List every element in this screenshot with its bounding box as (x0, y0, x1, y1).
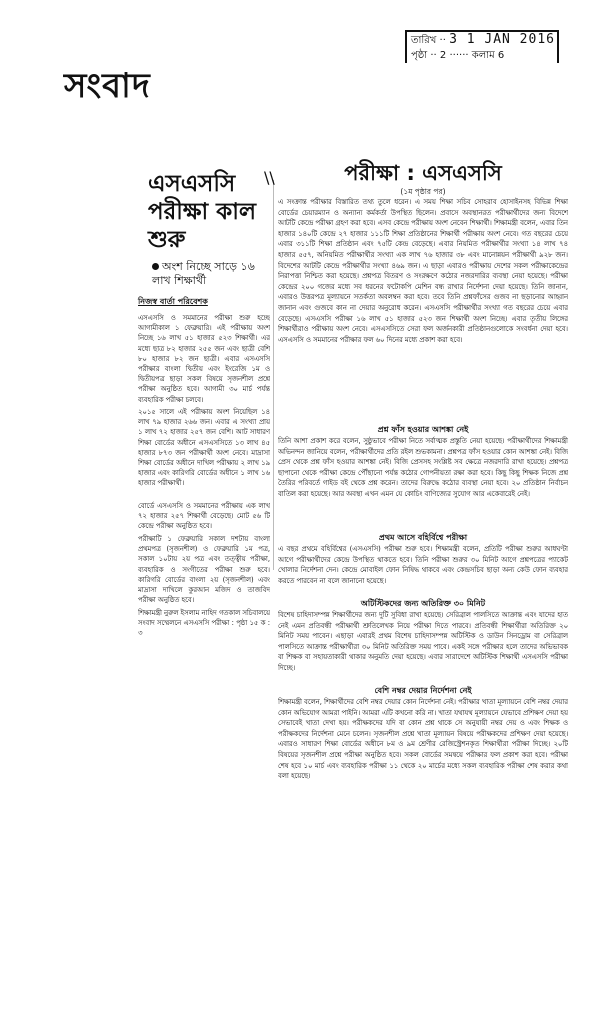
left-paragraph: শিক্ষামন্ত্রী নুরুল ইসলাম নাহিদ গতকাল সচিবালয়ে সংবাদ সম্মেলনে এসএসসি পরীক্ষা : পৃষ্ঠা ১৫ ক : ৩ (138, 609, 270, 638)
stamp-date-row: তারিখ ·· 3 1 JAN 2016 (411, 32, 555, 47)
left-paragraph: এসএসসি ও সমমানের পরীক্ষা শুরু হচ্ছে আগামীকাল ১ ফেব্রুয়ারি। এই পরীক্ষায় অংশ নিচ্ছে ১৬ লাখ ৫১ হাজার ৫২৩ শিক্ষার্থী। এর মধ্যে ছাত্র ৮২ হাজার ২৫৫ জন এবং ছাত্রী বেশি ৮০ হাজার ৮২ জন ছাত্রী। এবার এসএসসি পরীক্ষার বাংলা দ্বিতীয় এবং ইংরেজি ১ম ও দ্বিতীয়পত্র ছাড়া সকল বিষয়ে সৃজনশীল প্রশ্নে পরীক্ষা অনুষ্ঠিত হবে। আগামী ৩০ মার্চ পর্যন্ত ব্যবহারিক পরীক্ষা চলবে। (138, 314, 270, 404)
left-headline: এসএসসি পরীক্ষা কাল শুরু (148, 171, 257, 253)
left-paragraph: ২০১৫ সালে এই পরীক্ষায় অংশ নিয়েছিল ১৪ লাখ ৭৯ হাজার ২৬৬ জন। এবার এ সংখ্যা প্রায় ১ লাখ ৭২ হাজার ২৫৭ জন বেশি। আট সাধারণ শিক্ষা বোর্ডের অধীনে এসএসসিতে ১৩ লাখ ৪৫ হাজার ৮৭৩ জন পরীক্ষার্থী অংশ নেবে। মাদ্রাসা শিক্ষা বোর্ডের অধীনে দাখিল পরীক্ষায় ২ লাখ ১৯ হাজার এবং কারিগরি বোর্ডের অধীনে ১ লাখ ১৬ হাজার পরীক্ষার্থী। (138, 408, 270, 488)
stamp-column-label: কলাম (471, 50, 495, 61)
continuation-note: (১ম পৃষ্ঠার পর) (400, 187, 446, 196)
archive-date-stamp (405, 30, 559, 63)
stamp-page-label: পৃষ্ঠা (411, 50, 428, 61)
section-heading: প্রথম আসে বহির্বিশ্বে পরীক্ষা (378, 533, 468, 542)
stamp-date-label: তারিখ (411, 35, 437, 46)
article-paragraph: এ সংক্রান্ত পরীক্ষার বিস্তারিত তথ্য তুলে ধরেন। এ সময় শিক্ষা সচিব সোহরাব হোসাইনসহ বিভিন্ন শিক্ষা বোর্ডের চেয়ারম্যান ও অন্যান্য কর্মকর্তা উপস্থিত ছিলেন। প্রবাসে অবস্থানরত পরীক্ষার্থীদের জন্য বিদেশে আটটি কেন্দ্রে পরীক্ষা গ্রহণ করা হবে। এসব কেন্দ্রে পরীক্ষায় অংশ নেবেন শিক্ষার্থী। শিক্ষামন্ত্রী বলেন, এবার তিন হাজার ১৪০টি কেন্দ্রে ২৭ হাজার ১১১টি শিক্ষা প্রতিষ্ঠানের শিক্ষার্থী পরীক্ষায় অংশ নেবে। গত বছরের চেয়ে এবার ৩১১টি শিক্ষা প্রতিষ্ঠান এবং ৭৫টি কেন্দ্র বেড়েছে। এবার নিয়মিত পরীক্ষার্থীর সংখ্যা ১৪ লাখ ৭৪ হাজার ৫৫৭, অনিয়মিত পরীক্ষার্থীর সংখ্যা এক লাখ ৭৬ হাজার ৩৮ এবং মানোন্নয়ন পরীক্ষার্থী ৯২৮ জন। বিদেশের আটটি কেন্দ্রে পরীক্ষার্থীর সংখ্যা ৪৬৯ জন। এ ছাড়া এবারও পরীক্ষায় দেশের সকল পরীক্ষাকেন্দ্রের নিরাপত্তা নিশ্চিত করা হয়েছে। প্রশ্নপত্র বিতরণ ও সংরক্ষণে কঠোর নজরদারির ব্যবস্থা নেয়া হয়েছে। পরীক্ষা কেন্দ্রের ২০০ গজের মধ্যে সব ধরনের ফটোকপি মেশিন বন্ধ রাখার নির্দেশনা দেয়া হয়েছে। তিনি জানান, এবারও উত্তরপত্র মূল্যায়নে সতর্কতা অবলম্বন করা হবে। তবে তিনি প্রশ্নফাঁসের গুজব না ছড়ানোর আহ্বান জানান এবং গুজবে কান না দেয়ার অনুরোধ করেন। এসএসসি পরীক্ষার্থীর সংখ্যা গত বছরের চেয়ে এবার বেড়েছে। এসএসসি পরীক্ষা ১৬ লাখ ৫১ হাজার ৫২৩ জন শিক্ষার্থী অংশ নিচ্ছে। এবার তৃতীয় লিঙ্গের শিক্ষার্থীরাও পরীক্ষায় অংশ নেবে। এসএসসিতে সেরা ফল অর্জনকারী প্রতিষ্ঠানগুলোকে সংবর্ধনা দেয়া হবে। এসএসসি ও সমমানের পরীক্ষার ফল ৬০ দিনের মধ্যে প্রকাশ করা হবে। (278, 198, 568, 344)
section-heading: প্রশ্ন ফাঁস হওয়ার আশঙ্কা নেই (377, 425, 469, 434)
stamp-date-value: 3 1 JAN 2016 (449, 32, 555, 47)
byline: নিজস্ব বার্তা পরিবেশক (138, 297, 208, 306)
stamp-page-row: পৃষ্ঠা ·· 2 ······ কলাম 6 (411, 50, 505, 61)
article-paragraph: শিক্ষামন্ত্রী বলেন, শিক্ষার্থীদের বেশি নম্বর দেয়ার কোন নির্দেশনা নেই। পরীক্ষার খাতা মূল্যায়নে বেশি নম্বর দেয়ার কোন অভিযোগ আমরা পাইনি। আমরা এটি কখনো করি না। খাতা যথাযথ মূল্যায়নে যেভাবে প্রশিক্ষণ দেয়া হয় সেভাবেই খাতা দেখা হয়। পরীক্ষকদের যদি বা কোন প্রশ্ন থাকে সে অনুযায়ী নম্বর দেয় ও এবং শিক্ষক ও পরীক্ষকদের নির্দেশনা মেনে চলেন। সৃজনশীল প্রশ্নে খাতা মূল্যায়ন বিষয়ে পরীক্ষকদের প্রশিক্ষণ দেয়া হয়েছে। এবারও সাধারণ শিক্ষা বোর্ডের অধীনে ৮ম ও ৯ম শ্রেণীর রেজিস্ট্রেশনকৃত শিক্ষার্থীরা পরীক্ষা দিচ্ছে। ২০টি বিষয়ের সৃজনশীল প্রশ্নে পরীক্ষা অনুষ্ঠিত হবে। সকল বোর্ডের সমন্বয়ে পরীক্ষার ফল প্রকাশ করা হবে। পরীক্ষা শেষ হবে ১০ মার্চ এবং ব্যবহারিক পরীক্ষা ১১ থেকে ২০ মার্চের মধ্যে সকল ব্যবহারিক পরীক্ষা শেষ করার কথা বলা হয়েছে। (278, 698, 568, 781)
column-divider (273, 180, 274, 570)
left-paragraph: পরীক্ষাটি ১ ফেব্রুয়ারি সকাল দশটায় বাংলা প্রথমপত্র (সৃজনশীল) ও ফেব্রুয়ারি ১ম পত্র, সকাল ১০টায় ২য় পত্র এবং তত্ত্বীয় পরীক্ষা, ব্যবহারিক ও সংগীতের পরীক্ষা শুরু হবে। কারিগরি বোর্ডের বাংলা ২য় (সৃজনশীল) এবং মাদ্রাসা দাখিলে কুরআন মজিদ ও তাজবিদ পরীক্ষা অনুষ্ঠিত হবে। (138, 535, 270, 605)
stamp-column-value: 6 (497, 50, 505, 61)
decorative-slashes: \\ (264, 168, 275, 187)
newspaper-masthead: সংবাদ (64, 66, 151, 106)
section-heading: বেশি নম্বর দেয়ার নির্দেশনা নেই (374, 686, 472, 695)
left-paragraph: বোর্ডে এসএসসি ও সমমানের পরীক্ষায় এক লাখ ৭২ হাজার ২৫৭ শিক্ষার্থী বেড়েছে। মোট ৫৬ টি কেন্দ্রে পরীক্ষা অনুষ্ঠিত হবে। (138, 502, 270, 531)
article-paragraph: বিশেষ চাহিদাসম্পন্ন শিক্ষার্থীদের জন্য দুটি সুবিধা রাখা হয়েছে। সেরিব্রাল পালসিতে আক্রান্ত এবং যাদের হাত নেই এমন প্রতিবন্ধী পরীক্ষার্থী শ্রুতিলেখক নিয়ে পরীক্ষা দিতে পারবে। প্রতিবন্ধী শিক্ষার্থীরা অতিরিক্ত ২০ মিনিট সময় পাবেন। এছাড়া এবারই প্রথম বিশেষ চাহিদাসম্পন্ন অটিস্টিক ও ডাউন সিনড্রোম বা সেরিব্রাল পালসিতে আক্রান্ত পরীক্ষার্থীরা ৩০ মিনিট অতিরিক্ত সময় পাবে। একই সঙ্গে পরীক্ষার হলে তাদের অভিভাবক বা শিক্ষক বা সহায়তাকারী থাকার অনুমতি দেয়া হয়েছে। এবার সারাদেশে অটিস্টিক শিক্ষার্থী এসএসসি পরীক্ষা দিচ্ছে। (278, 611, 568, 672)
article-paragraph: তিনি আশা প্রকাশ করে বলেন, সুষ্ঠুভাবে পরীক্ষা নিতে সর্বাত্মক প্রস্তুতি নেয়া হয়েছে। পরীক্ষার্থীদের শিক্ষামন্ত্রী অভিনন্দন জানিয়ে বলেন, পরীক্ষার্থীদের প্রতি রইল শুভকামনা। প্রশ্নপত্র ফাঁস হওয়ার কোন আশঙ্কা নেই। বিজি প্রেস থেকে প্রশ্ন ফাঁস হওয়ার আশঙ্কা নেই। বিজি প্রেসসহ সংশ্লিষ্ট সব ক্ষেত্রে নজরদারি রাখা হয়েছে। প্রশ্নপত্র ছাপানো থেকে পরীক্ষা কেন্দ্রে পৌঁছানো পর্যন্ত কঠোর গোপনীয়তা রক্ষা করা হবে। কিছু কিছু শিক্ষক নিজে প্রশ্ন তৈরির পরিবর্তে গাইড বই থেকে প্রশ্ন করেন। তাদের বিরুদ্ধে কঠোর ব্যবস্থা নেয়া হবে। ২০ প্রতিষ্ঠান নির্বাচন বাতিল করা হয়েছে। আর অবস্থা এখন এমন যে কোচিং বাণিজ্যের সুযোগ আর একেবারেই নেই। (278, 437, 568, 498)
stamp-page-value: 2 (439, 50, 447, 61)
right-headline: পরীক্ষা : এসএসসি (344, 161, 502, 185)
bullet-icon (152, 263, 159, 270)
right-article (278, 160, 568, 835)
left-subheadline-text: অংশ নিচ্ছে সাড়ে ১৬ লাখ শিক্ষার্থী (152, 260, 255, 287)
article-paragraph: এ বছর প্রথমে বহির্বিশ্বের (এসএসসি) পরীক্ষা শুরু হবে। শিক্ষামন্ত্রী বলেন, প্রতিটি পরীক্ষা শুরুর আধঘণ্টা আগে পরীক্ষার্থীদের কেন্দ্রে উপস্থিত থাকতে হবে। তিনি পরীক্ষা শুরুর ৩০ মিনিট আগে প্রশ্নপত্রের প্যাকেট খোলার নির্দেশনা দেন। কেন্দ্রে মোবাইল ফোন নিষিদ্ধ থাকবে এবং কেন্দ্রসচিব ছাড়া অন্য কেউ ফোন ব্যবহার করতে পারবেন না বলে জানানো হয়েছে। (278, 545, 568, 585)
left-article (138, 168, 275, 641)
left-subheadline (152, 260, 270, 288)
section-heading: অটিস্টিকদের জন্য অতিরিক্ত ৩০ মিনিট (360, 599, 486, 608)
